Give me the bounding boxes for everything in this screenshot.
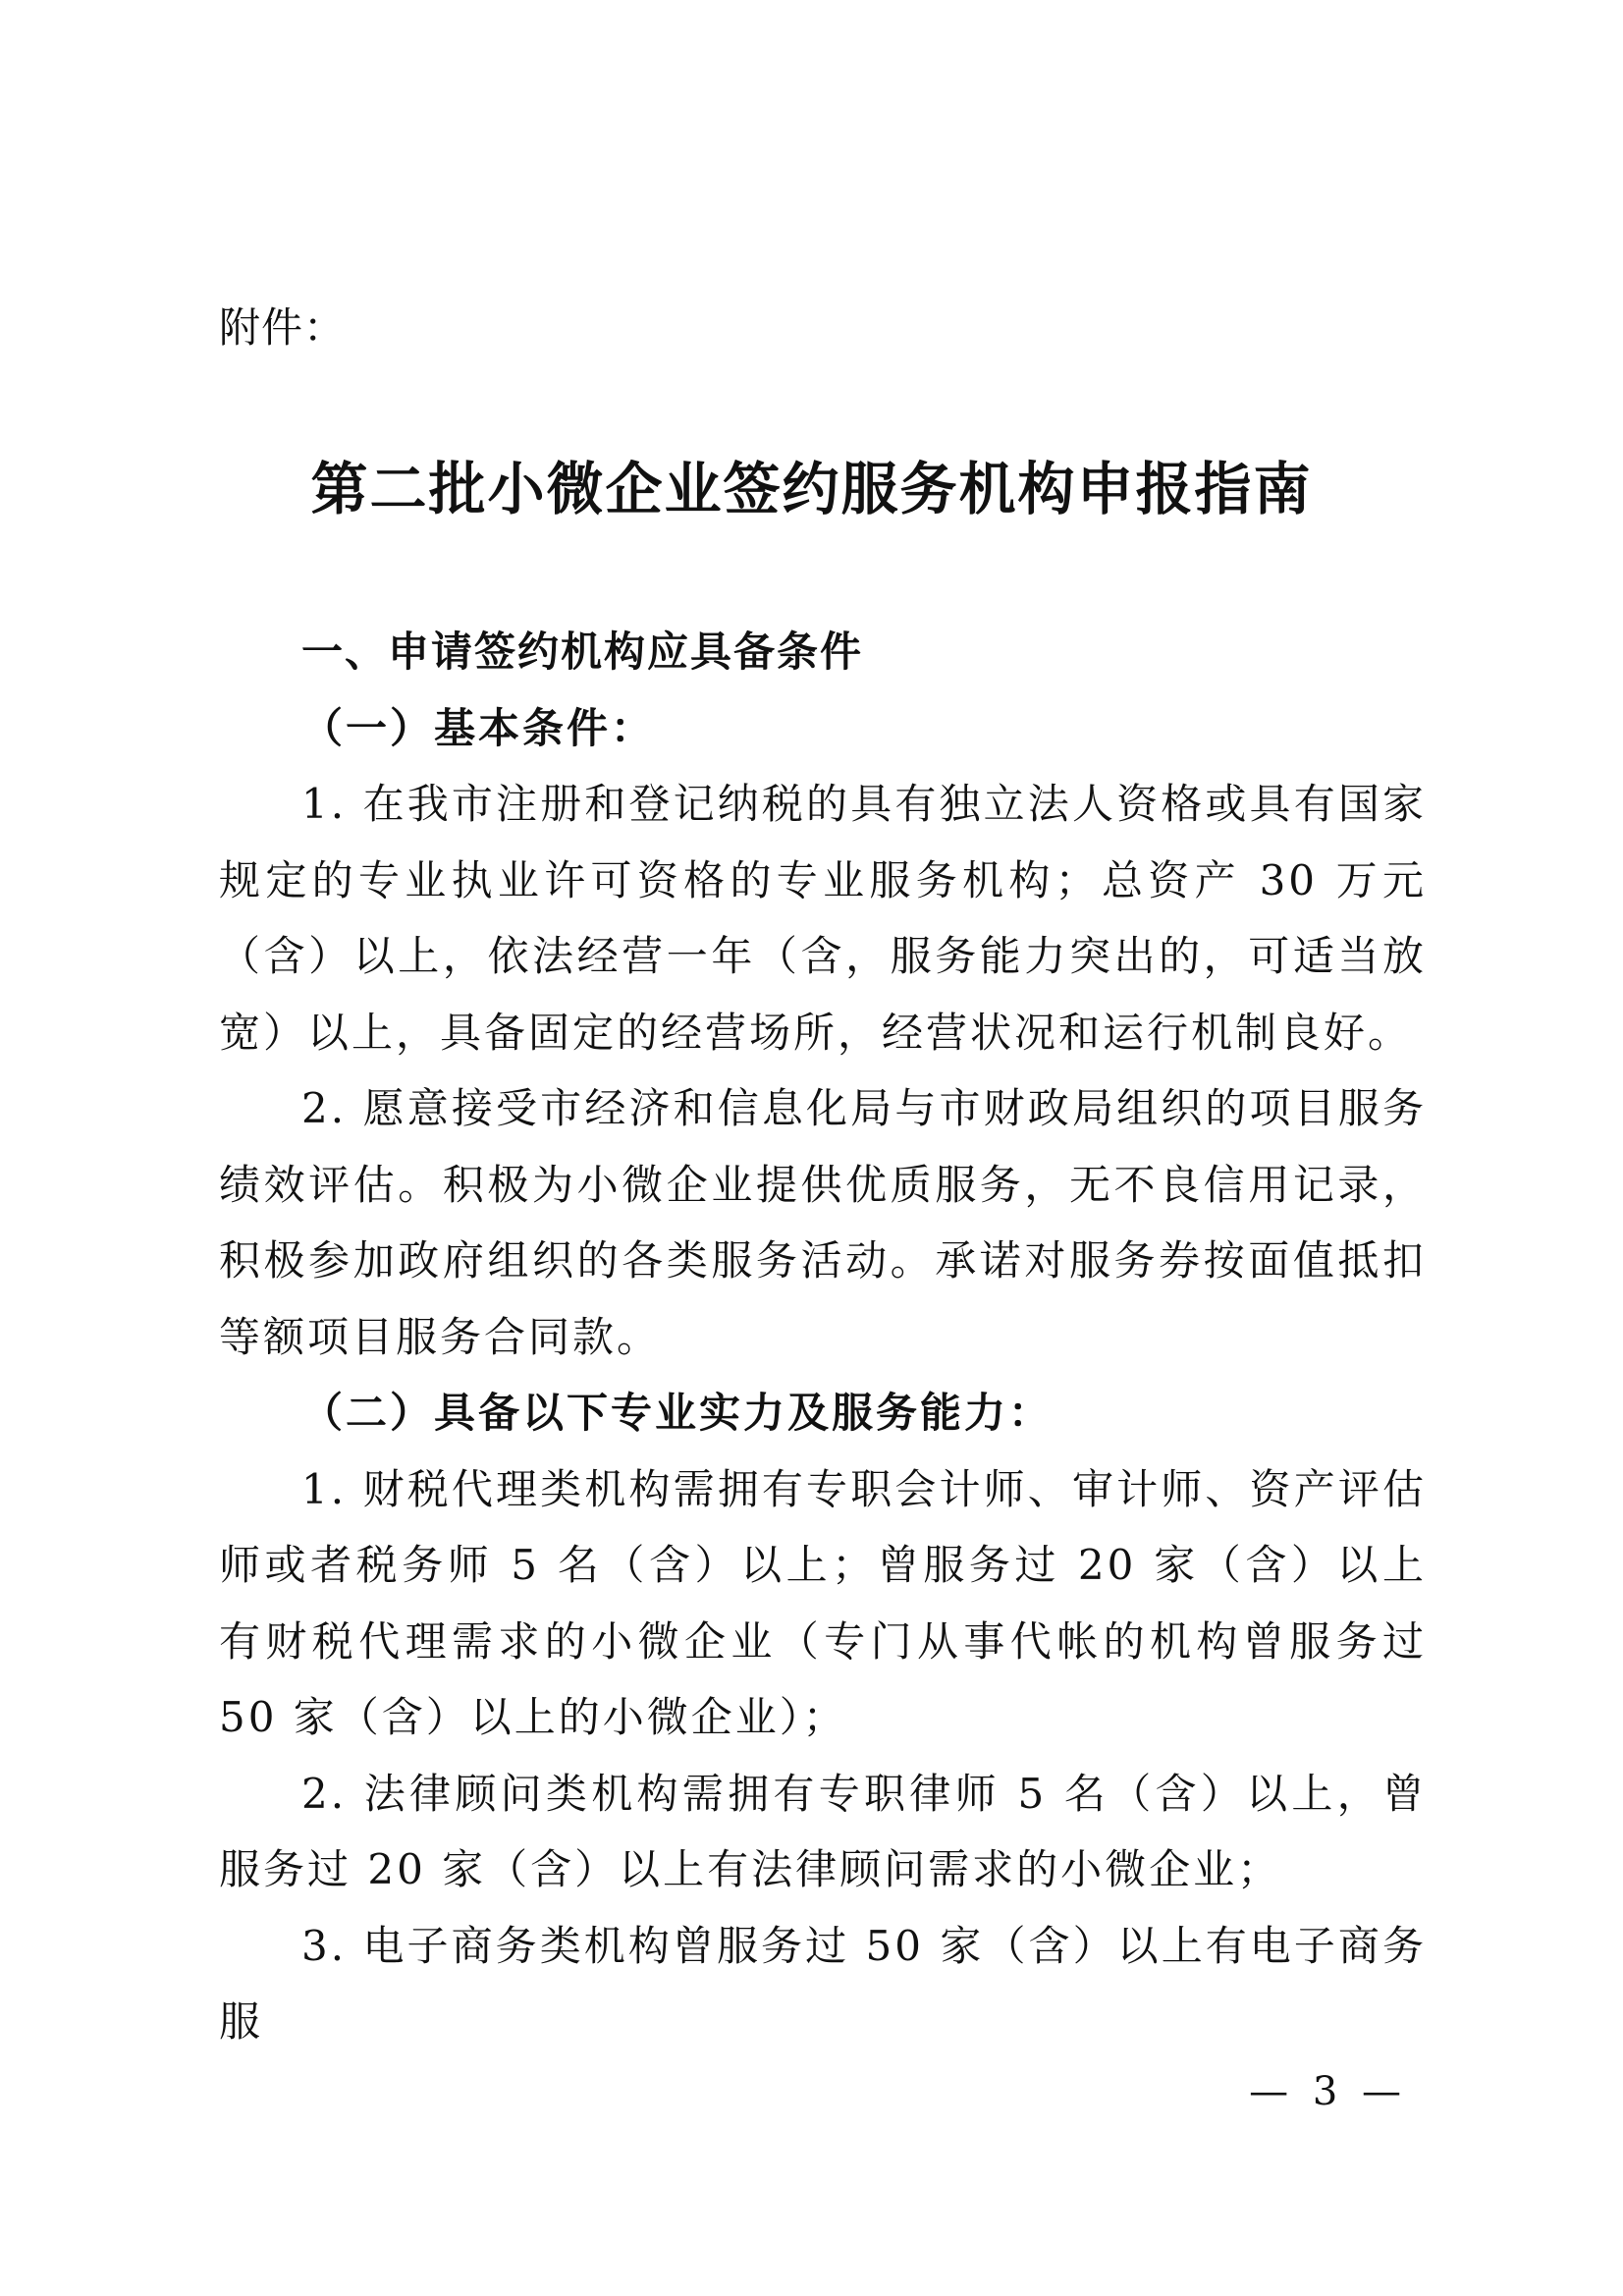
paragraph-capability-2: 2. 法律顾问类机构需拥有专职律师 5 名（含）以上，曾服务过 20 家（含）以上有法律顾问需求的小微企业；	[219, 1769, 1427, 1893]
document-title: 第二批小微企业签约服务机构申报指南	[310, 456, 1313, 522]
paragraph-capability-1: 1. 财税代理类机构需拥有专职会计师、审计师、资产评估师或者税务师 5 名（含）以上；曾服务过 20 家（含）以上有财税代理需求的小微企业（专门从事代帐的机构曾服务过 50 家（含）以上的小微企业）；	[219, 1464, 1427, 1741]
paragraph-capability-3: 3. 电子商务类机构曾服务过 50 家（含）以上有电子商务服	[219, 1921, 1427, 2046]
subsection-heading-basic-conditions: （一）基本条件：	[301, 703, 656, 752]
section-heading-1: 一、申请签约机构应具备条件	[301, 628, 864, 676]
attachment-label: 附件：	[219, 303, 347, 352]
paragraph-basic-condition-1: 1. 在我市注册和登记纳税的具有独立法人资格或具有国家规定的专业执业许可资格的专业服务机构；总资产 30 万元（含）以上，依法经营一年（含，服务能力突出的，可适当放宽）以上，具备固定的经营场所，经营状况和运行机制良好。	[219, 780, 1427, 1057]
document-body	[219, 614, 1427, 2060]
subsection-heading-capabilities: （二）具备以下专业实力及服务能力：	[301, 1389, 1054, 1437]
page-number: — 3 —	[1249, 2069, 1407, 2114]
paragraph-basic-condition-2: 2. 愿意接受市经济和信息化局与市财政局组织的项目服务绩效评估。积极为小微企业提供优质服务，无不良信用记录，积极参加政府组织的各类服务活动。承诺对服务券按面值抵扣等额项目服务合同款。	[219, 1084, 1427, 1361]
